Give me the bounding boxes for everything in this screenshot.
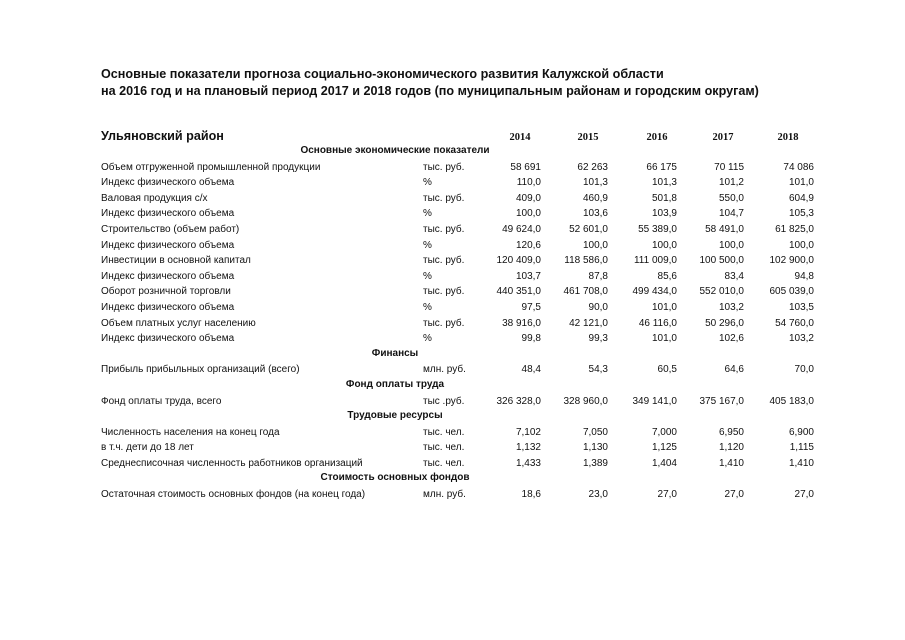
value-cell-2014: 48,4: [521, 364, 541, 376]
value-cell-2017: 100,0: [718, 239, 744, 251]
region-name: Ульяновский район: [101, 129, 224, 143]
year-header-2014: 2014: [509, 132, 531, 143]
section-title: Трудовые ресурсы: [347, 410, 443, 422]
value-cell-2018: 103,2: [788, 333, 814, 345]
value-cell-2017: 101,2: [718, 177, 744, 189]
value-cell-2016: 85,6: [657, 270, 677, 282]
unit-cell: тыс. чел.: [423, 457, 465, 469]
value-cell-2018: 102 900,0: [769, 255, 814, 267]
value-cell-2015: 103,6: [582, 208, 608, 220]
value-cell-2014: 326 328,0: [496, 395, 541, 407]
value-cell-2016: 499 434,0: [632, 286, 677, 298]
indicator-label: Индекс физического объема: [101, 301, 235, 313]
value-cell-2016: 27,0: [657, 489, 677, 501]
unit-cell: %: [423, 333, 432, 345]
table-row: [0, 238, 905, 254]
value-cell-2015: 23,0: [588, 489, 608, 501]
value-cell-2014: 103,7: [515, 270, 541, 282]
table-row: [0, 487, 905, 503]
value-cell-2017: 375 167,0: [699, 395, 744, 407]
value-cell-2015: 461 708,0: [563, 286, 608, 298]
value-cell-2016: 101,3: [651, 177, 677, 189]
value-cell-2018: 54 760,0: [775, 317, 814, 329]
value-cell-2017: 1,410: [718, 457, 744, 469]
indicator-label: в т.ч. дети до 18 лет: [101, 442, 194, 454]
table-row: [0, 440, 905, 456]
value-cell-2017: 552 010,0: [699, 286, 744, 298]
value-cell-2018: 6,900: [788, 426, 814, 438]
indicator-label: Остаточная стоимость основных фондов (на конец года): [101, 489, 366, 501]
section-header: [0, 144, 905, 160]
value-cell-2018: 1,410: [788, 457, 814, 469]
value-cell-2017: 1,120: [718, 442, 744, 454]
value-cell-2017: 102,6: [718, 333, 744, 345]
indicator-label: Строительство (объем работ): [101, 223, 240, 235]
unit-cell: %: [423, 239, 432, 251]
value-cell-2018: 405 183,0: [769, 395, 814, 407]
value-cell-2015: 42 121,0: [569, 317, 608, 329]
value-cell-2014: 7,102: [515, 426, 541, 438]
value-cell-2015: 1,130: [582, 442, 608, 454]
value-cell-2016: 349 141,0: [632, 395, 677, 407]
indicator-label: Фонд оплаты труда, всего: [101, 395, 222, 407]
indicator-label: Индекс физического объема: [101, 239, 235, 251]
value-cell-2016: 60,5: [657, 364, 677, 376]
indicator-label: Среднесписочная численность работников организаций: [101, 457, 363, 469]
section-header: [0, 347, 905, 363]
unit-cell: тыс. руб.: [423, 286, 465, 298]
unit-cell: тыс. чел.: [423, 442, 465, 454]
value-cell-2016: 66 175: [646, 161, 677, 173]
unit-cell: тыс. руб.: [423, 223, 465, 235]
value-cell-2017: 83,4: [724, 270, 744, 282]
value-cell-2016: 111 009,0: [633, 255, 677, 267]
value-cell-2017: 104,7: [718, 208, 744, 220]
section-title: Основные экономические показатели: [300, 145, 490, 156]
value-cell-2018: 605 039,0: [769, 286, 814, 298]
indicator-label: Численность населения на конец года: [101, 426, 280, 438]
indicator-label: Валовая продукция с/х: [101, 192, 208, 204]
indicator-label: Индекс физического объема: [101, 208, 235, 220]
value-cell-2014: 110,0: [516, 177, 541, 189]
indicator-label: Объем отгруженной промышленной продукции: [101, 161, 321, 173]
value-cell-2018: 61 825,0: [775, 223, 814, 235]
value-cell-2015: 101,3: [582, 177, 608, 189]
value-cell-2016: 1,125: [651, 442, 677, 454]
table-row: [0, 222, 905, 238]
value-cell-2014: 1,433: [515, 457, 541, 469]
table-row: [0, 191, 905, 207]
value-cell-2018: 604,9: [788, 192, 814, 204]
value-cell-2017: 27,0: [724, 489, 744, 501]
table-row: [0, 394, 905, 410]
value-cell-2016: 501,8: [651, 192, 677, 204]
indicator-label: Индекс физического объема: [101, 270, 235, 282]
value-cell-2017: 50 296,0: [705, 317, 744, 329]
value-cell-2014: 49 624,0: [502, 223, 541, 235]
value-cell-2015: 7,050: [582, 426, 608, 438]
table-row: [0, 362, 905, 378]
unit-cell: тыс .руб.: [423, 395, 465, 407]
table-row: [0, 316, 905, 332]
value-cell-2015: 100,0: [582, 239, 608, 251]
value-cell-2015: 328 960,0: [563, 395, 608, 407]
table-row: [0, 175, 905, 191]
indicator-label: Объем платных услуг населению: [101, 317, 256, 329]
value-cell-2016: 103,9: [651, 208, 677, 220]
table-row: [0, 331, 905, 347]
value-cell-2014: 120 409,0: [496, 255, 541, 267]
value-cell-2018: 74 086: [783, 161, 814, 173]
value-cell-2017: 103,2: [718, 301, 744, 313]
section-title: Стоимость основных фондов: [320, 472, 470, 484]
year-header-2017: 2017: [712, 132, 734, 143]
unit-cell: %: [423, 208, 432, 220]
value-cell-2018: 100,0: [788, 239, 814, 251]
unit-cell: млн. руб.: [423, 364, 466, 376]
value-cell-2016: 101,0: [651, 333, 677, 345]
value-cell-2014: 1,132: [515, 442, 541, 454]
value-cell-2017: 6,950: [718, 426, 744, 438]
value-cell-2014: 99,8: [521, 333, 541, 345]
value-cell-2016: 101,0: [651, 301, 677, 313]
value-cell-2017: 64,6: [724, 364, 744, 376]
value-cell-2015: 54,3: [588, 364, 608, 376]
value-cell-2016: 55 389,0: [638, 223, 677, 235]
value-cell-2015: 90,0: [588, 301, 608, 313]
unit-cell: тыс. руб.: [423, 317, 465, 329]
unit-cell: тыс. руб.: [423, 161, 465, 173]
unit-cell: млн. руб.: [423, 489, 466, 501]
table-row: [0, 160, 905, 176]
value-cell-2017: 58 491,0: [705, 223, 744, 235]
indicator-label: Оборот розничной торговли: [101, 286, 231, 298]
value-cell-2015: 460,9: [582, 192, 608, 204]
unit-cell: %: [423, 177, 432, 189]
value-cell-2014: 120,6: [515, 239, 541, 251]
value-cell-2015: 1,389: [582, 457, 608, 469]
unit-cell: тыс. руб.: [423, 255, 465, 267]
value-cell-2014: 58 691: [510, 161, 541, 173]
table-row: [0, 456, 905, 472]
value-cell-2014: 18,6: [521, 489, 541, 501]
document-title: [101, 66, 759, 100]
section-header: [0, 471, 905, 487]
table-row: [0, 425, 905, 441]
value-cell-2018: 27,0: [794, 489, 814, 501]
value-cell-2016: 46 116,0: [638, 317, 677, 329]
indicator-label: Инвестиции в основной капитал: [101, 255, 251, 267]
value-cell-2015: 99,3: [588, 333, 608, 345]
value-cell-2014: 440 351,0: [496, 286, 541, 298]
value-cell-2018: 1,115: [789, 442, 814, 454]
value-cell-2018: 94,8: [794, 270, 814, 282]
value-cell-2015: 87,8: [588, 270, 608, 282]
unit-cell: %: [423, 270, 432, 282]
value-cell-2015: 118 586,0: [564, 255, 608, 267]
unit-cell: тыс. чел.: [423, 426, 465, 438]
table-row: [0, 269, 905, 285]
value-cell-2018: 103,5: [788, 301, 814, 313]
value-cell-2015: 52 601,0: [569, 223, 608, 235]
value-cell-2018: 101,0: [788, 177, 814, 189]
section-title: Финансы: [371, 347, 419, 359]
table-row: [0, 300, 905, 316]
value-cell-2014: 409,0: [515, 192, 541, 204]
year-header-2016: 2016: [646, 132, 668, 143]
year-header-2015: 2015: [577, 132, 599, 143]
section-header: [0, 409, 905, 425]
value-cell-2014: 38 916,0: [502, 317, 541, 329]
value-cell-2015: 62 263: [577, 161, 608, 173]
section-title: Фонд оплаты труда: [345, 378, 445, 390]
indicator-label: Индекс физического объема: [101, 333, 235, 345]
title-line-1: Основные показатели прогноза социально-экономического развития Калужской области: [101, 67, 664, 81]
indicator-label: Прибыль прибыльных организаций (всего): [101, 364, 300, 376]
table-row: [0, 284, 905, 300]
value-cell-2016: 100,0: [651, 239, 677, 251]
value-cell-2016: 7,000: [651, 426, 677, 438]
value-cell-2014: 100,0: [515, 208, 541, 220]
value-cell-2018: 105,3: [788, 208, 814, 220]
unit-cell: %: [423, 301, 432, 313]
value-cell-2014: 97,5: [521, 301, 541, 313]
value-cell-2017: 550,0: [718, 192, 744, 204]
value-cell-2018: 70,0: [794, 364, 814, 376]
value-cell-2017: 100 500,0: [699, 255, 744, 267]
title-line-2: на 2016 год и на плановый период 2017 и 2018 годов (по муниципальным районам и городским округам): [101, 84, 759, 98]
indicator-label: Индекс физического объема: [101, 177, 235, 189]
table-row: [0, 253, 905, 269]
table-row: [0, 206, 905, 222]
unit-cell: тыс. руб.: [423, 192, 465, 204]
section-header: [0, 378, 905, 394]
value-cell-2016: 1,404: [651, 457, 677, 469]
indicator-table: [0, 144, 905, 503]
value-cell-2017: 70 115: [714, 161, 744, 173]
year-header-2018: 2018: [777, 132, 799, 143]
